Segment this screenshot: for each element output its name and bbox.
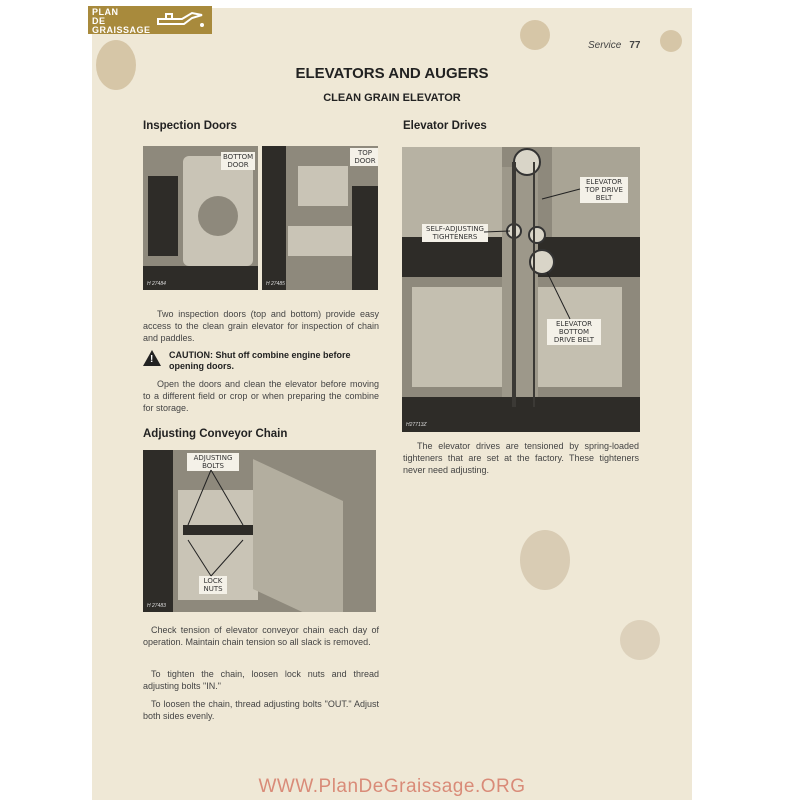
adjusting-chain-paragraph-2: To tighten the chain, loosen lock nuts and thread adjusting bolts "IN." — [143, 669, 379, 691]
top-door-photo — [262, 146, 378, 290]
elevator-drives-heading: Elevator Drives — [403, 120, 487, 132]
elevator-drives-paragraph: The elevator drives are tensioned by spring-loaded tighteners that are set at the factory. These tighteners never need adjusting. — [403, 441, 639, 475]
adjusting-chain-paragraph-1: Check tension of elevator conveyor chain each day of operation. Maintain chain tension so all slack is removed. — [143, 625, 379, 647]
callout-lines — [143, 450, 376, 612]
bottom-door-label: BOTTOM DOOR — [223, 153, 254, 169]
stain-mark — [660, 30, 682, 52]
inspection-doors-paragraph-2: Open the doors and clean the elevator before moving to a different field or crop or when preparing the combine for storage. — [143, 379, 379, 413]
adjusting-conveyor-chain-heading: Adjusting Conveyor Chain — [143, 428, 288, 440]
logo-text-line1: PLAN — [92, 7, 119, 17]
page-header — [588, 40, 640, 51]
page-subtitle: CLEAN GRAIN ELEVATOR — [323, 92, 461, 104]
stain-mark — [520, 530, 570, 590]
oil-can-icon — [152, 9, 208, 31]
bottom-door-photo — [143, 146, 258, 290]
page-number: 77 — [629, 40, 641, 51]
top-door-label: TOP DOOR — [350, 148, 378, 166]
logo-text-line2: DE — [92, 16, 106, 26]
lock-nuts-label: LOCK NUTS — [199, 576, 227, 594]
stain-mark — [520, 20, 550, 50]
self-adjusting-tighteners-label: SELF-ADJUSTING TIGHTENERS — [422, 224, 488, 242]
adjusting-chain-paragraph-3: To loosen the chain, thread adjusting bolts "OUT." Adjust both sides evenly. — [143, 699, 379, 721]
logo-text-line3: GRAISSAGE — [92, 25, 151, 35]
figure-id: H 27484 — [147, 281, 166, 287]
figure-id: H 27485 — [266, 281, 285, 287]
stain-mark — [620, 620, 660, 660]
drive-pulleys-and-callouts — [402, 147, 640, 432]
figure-id: H 27483 — [147, 603, 166, 609]
elevator-drives-photo — [402, 147, 640, 432]
figure-id: H27713Z — [406, 422, 427, 428]
plan-de-graissage-logo[interactable] — [88, 6, 212, 34]
page-title: ELEVATORS AND AUGERS — [295, 65, 489, 82]
caution-text: CAUTION: Shut off combine engine before opening doors. — [169, 350, 351, 371]
elevator-top-drive-belt-label: ELEVATOR TOP DRIVE BELT — [580, 177, 628, 203]
adjusting-bolts-label: ADJUSTING BOLTS — [187, 453, 239, 471]
website-link[interactable]: WWW.PlanDeGraissage.ORG — [258, 776, 526, 797]
inspection-doors-paragraph: Two inspection doors (top and bottom) provide easy access to the clean grain elevator for inspection of chain and paddles. — [143, 309, 379, 343]
adjusting-chain-photo — [143, 450, 376, 612]
inspection-doors-heading: Inspection Doors — [143, 120, 237, 132]
section-name: Service — [588, 40, 622, 51]
elevator-bottom-drive-belt-label: ELEVATOR BOTTOM DRIVE BELT — [547, 319, 601, 345]
